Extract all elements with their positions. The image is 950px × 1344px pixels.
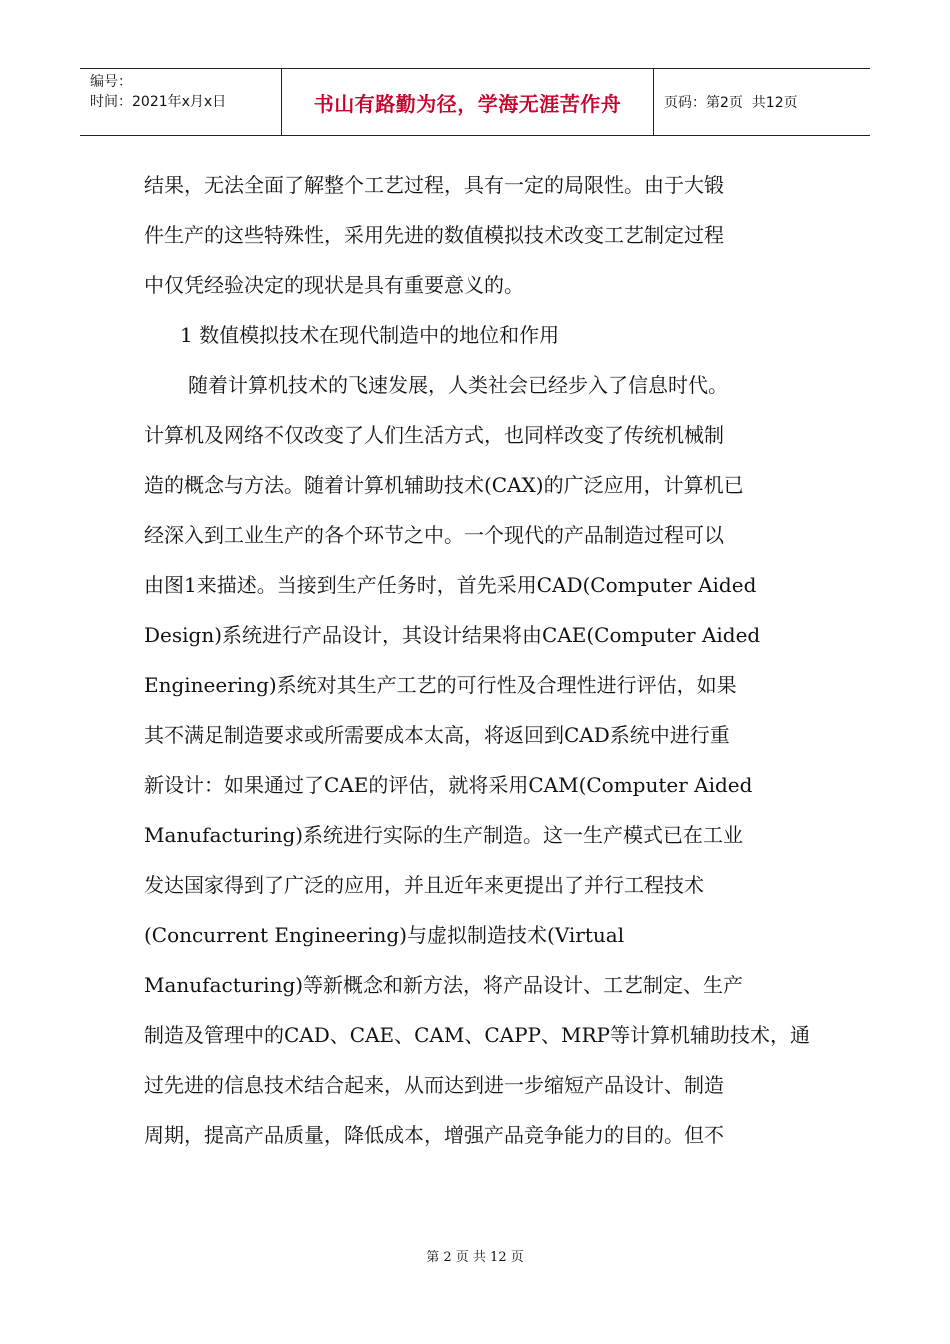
body-line: (Concurrent Engineering)与虚拟制造技术(Virtual <box>144 923 625 947</box>
body-line: 随着计算机技术的飞速发展，人类社会已经步入了信息时代。 <box>188 373 728 397</box>
section-heading: 1 数值模拟技术在现代制造中的地位和作用 <box>180 323 560 347</box>
header-meta-cell <box>80 69 282 135</box>
body-line: 其不满足制造要求或所需要成本太高，将返回到CAD系统中进行重 <box>144 723 730 747</box>
body-line: 件生产的这些特殊性，采用先进的数值模拟技术改变工艺制定过程 <box>144 223 724 247</box>
body-line: Design)系统进行产品设计，其设计结果将由CAE(Computer Aided <box>144 623 761 647</box>
number-label: 编号： <box>90 74 132 90</box>
body-line: 制造及管理中的CAD、CAE、CAM、CAPP、MRP等计算机辅助技术，通 <box>144 1023 811 1047</box>
body-line: Engineering)系统对其生产工艺的可行性及合理性进行评估，如果 <box>144 673 737 697</box>
body-line: 结果，无法全面了解整个工艺过程，具有一定的局限性。由于大锻 <box>144 173 724 197</box>
body-line: 由图1来描述。当接到生产任务时，首先采用CAD(Computer Aided <box>144 573 757 597</box>
header-table <box>80 68 870 136</box>
document-body <box>144 160 809 1160</box>
body-line: 经深入到工业生产的各个环节之中。一个现代的产品制造过程可以 <box>144 523 724 547</box>
header-page-cell <box>654 69 870 135</box>
body-line: 过先进的信息技术结合起来，从而达到进一步缩短产品设计、制造 <box>144 1073 724 1097</box>
time-label: 时间：2021年x月x日 <box>90 94 227 110</box>
body-line: 计算机及网络不仅改变了人们生活方式，也同样改变了传统机械制 <box>144 423 724 447</box>
page-footer: 第 2 页 共 12 页 <box>426 1250 524 1265</box>
body-line: 发达国家得到了广泛的应用，并且近年来更提出了并行工程技术 <box>144 873 704 897</box>
body-line: Manufacturing)系统进行实际的生产制造。这一生产模式已在工业 <box>144 823 744 847</box>
header-motto-cell <box>282 69 654 135</box>
motto-text: 书山有路勤为径，学海无涯苦作舟 <box>313 91 622 116</box>
body-line: 中仅凭经验决定的现状是具有重要意义的。 <box>144 273 524 297</box>
body-line: 周期，提高产品质量，降低成本，增强产品竞争能力的目的。但不 <box>144 1123 724 1147</box>
body-line: 新设计：如果通过了CAE的评估，就将采用CAM(Computer Aided <box>144 773 753 797</box>
body-line: 造的概念与方法。随着计算机辅助技术(CAX)的广泛应用，计算机已 <box>144 473 744 497</box>
page-info: 页码：第2页 共12页 <box>664 95 798 111</box>
body-line: Manufacturing)等新概念和新方法，将产品设计、工艺制定、生产 <box>144 973 744 997</box>
